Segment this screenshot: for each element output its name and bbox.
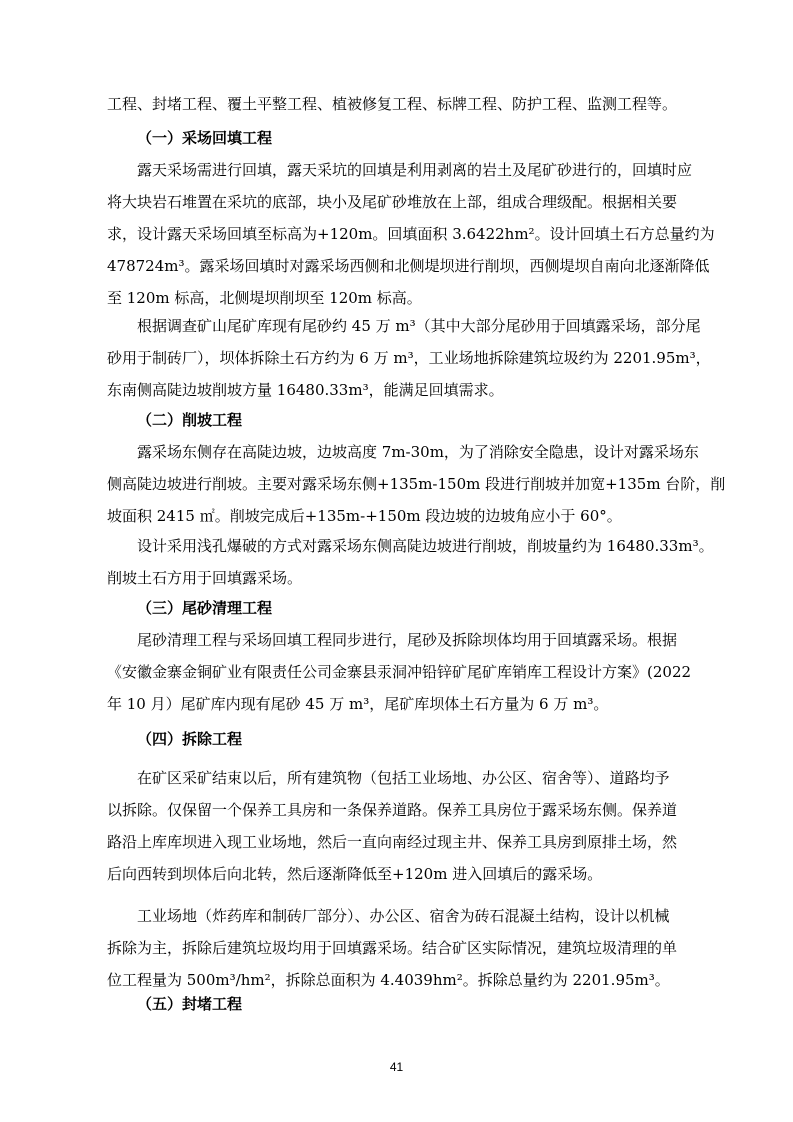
- intro-paragraph: [107, 88, 717, 120]
- text-line: 侧高陡边坡进行削坡。主要对露采场东侧+135m-150m 段进行削坡并加宽+135m 台阶，削: [107, 475, 726, 493]
- section-heading-tailings-cleanup: （三）尾砂清理工程: [137, 599, 273, 617]
- section-heading-slope-cutting: （二）削坡工程: [137, 411, 243, 429]
- section-heading-demolition: （四）拆除工程: [137, 730, 243, 748]
- text-line: 工业场地（炸药库和制砖厂部分）、办公区、宿舍为砖石混凝土结构，设计以机械: [137, 907, 670, 925]
- text-line: 根据调查矿山尾矿库现有尾砂约 45 万 m³（其中大部分尾砂用于回填露采场，部分尾: [137, 317, 701, 335]
- text-line: 坡面积 2415 ㎡。削坡完成后+135m-+150m 段边坡的边坡角应小于 60°。: [107, 507, 622, 525]
- paragraph: [107, 762, 717, 890]
- text-line: 设计采用浅孔爆破的方式对露采场东侧高陡边坡进行削坡，削坡量约为 16480.33m³。: [137, 537, 714, 555]
- text-line: 露采场东侧存在高陡边坡，边坡高度 7m-30m，为了消除安全隐患，设计对露采场东: [137, 443, 699, 461]
- page-number: 41: [389, 1060, 404, 1074]
- text-line: 拆除为主，拆除后建筑垃圾均用于回填露采场。结合矿区实际情况，建筑垃圾清理的单: [107, 939, 678, 957]
- section-heading-sealing: （五）封堵工程: [137, 995, 243, 1013]
- text-line: 尾砂清理工程与采场回填工程同步进行，尾砂及拆除坝体均用于回填露采场。根据: [137, 631, 678, 649]
- text-line: 至 120m 标高，北侧堤坝削坝至 120m 标高。: [107, 289, 422, 307]
- paragraph: [107, 900, 717, 996]
- paragraph: [107, 310, 717, 406]
- text-line: 路沿上库库坝进入现工业场地，然后一直向南经过现主井、保养工具房到原排土场，然: [107, 833, 678, 851]
- text-line: 478724m³。露采场回填时对露采场西侧和北侧堤坝进行削坝，西侧堤坝自南向北逐渐降低: [107, 257, 710, 275]
- paragraph: [107, 624, 717, 720]
- text-line: 求，设计露天采场回填至标高为+120m。回填面积 3.6422hm²。设计回填土石方总量约为: [107, 225, 715, 243]
- paragraph: [107, 530, 717, 594]
- text-line: 将大块岩石堆置在采坑的底部，块小及尾矿砂堆放在上部，组成合理级配。根据相关要: [107, 193, 678, 211]
- text-line: 《安徽金寨金铜矿业有限责任公司金寨县汞洞冲铅锌矿尾矿库销库工程设计方案》(2022: [107, 663, 692, 681]
- text-line: 后向西转到坝体后向北转，然后逐渐降低至+120m 进入回填后的露采场。: [107, 865, 603, 883]
- text-line: 砂用于制砖厂），坝体拆除土石方约为 6 万 m³，工业场地拆除建筑垃圾约为 2201.95m³，: [107, 349, 711, 367]
- section-heading-backfill: （一）采场回填工程: [137, 129, 273, 147]
- paragraph: [107, 154, 717, 314]
- text-line: 工程、封堵工程、覆土平整工程、植被修复工程、标牌工程、防护工程、监测工程等。: [107, 95, 678, 113]
- text-line: 位工程量为 500m³/hm²，拆除总面积为 4.4039hm²。拆除总量约为 2201.95m³。: [107, 971, 670, 989]
- paragraph: [107, 436, 726, 532]
- text-line: 在矿区采矿结束以后，所有建筑物（包括工业场地、办公区、宿舍等）、道路均予: [137, 769, 670, 787]
- text-line: 年 10 月）尾矿库内现有尾砂 45 万 m³，尾矿库坝体土石方量为 6 万 m³。: [107, 695, 609, 713]
- text-line: 以拆除。仅保留一个保养工具房和一条保养道路。保养工具房位于露采场东侧。保养道: [107, 801, 678, 819]
- text-line: 露天采场需进行回填，露天采坑的回填是利用剥离的岩土及尾矿砂进行的，回填时应: [137, 161, 693, 179]
- text-line: 东南侧高陡边坡削坡方量 16480.33m³，能满足回填需求。: [107, 381, 504, 399]
- text-line: 削坡土石方用于回填露采场。: [107, 569, 303, 587]
